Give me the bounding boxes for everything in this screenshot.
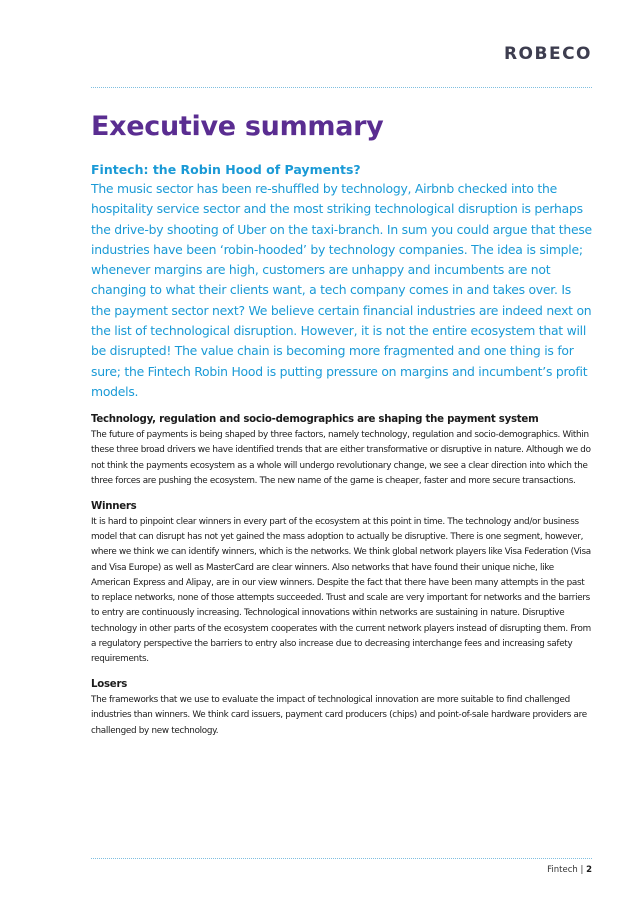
- section-heading: Technology, regulation and socio-demographics are shaping the payment system: [91, 414, 539, 426]
- section-technology: [91, 413, 593, 489]
- section-heading: Winners: [91, 501, 137, 513]
- section-heading: Losers: [91, 679, 128, 691]
- section-winners: [91, 500, 593, 667]
- page-content: [91, 109, 593, 739]
- page-number: 2: [586, 865, 592, 875]
- page-footer: [547, 865, 592, 875]
- robeco-logo: ROBECO: [503, 44, 592, 64]
- section-paragraph: The frameworks that we use to evaluate the impact of technological innovation are more suitable to find challenged industries than winners. We think card issuers, payment card producers (chips) and point-of-sale hardware providers are challenged by new technology.: [91, 695, 587, 736]
- section-paragraph: It is hard to pinpoint clear winners in every part of the ecosystem at this point in time. The technology and/or business model that can disrupt has not yet gained the mass adoption to actually be disruptive. There is one segment, however, where we think we can identify winners, which is the networks. We think global network players like Visa Federation (Visa and Visa Europe) as well as MasterCard are clear winners. Also networks that have found their unique niche, like American Express and Alipay, are in our view winners. Despite the fact that there have been many attempts in the past to replace networks, none of those attempts succeeded. Trust and scale are very important for networks and the barriers to entry are continuously increasing. Technological innovations within networks are sustaining in nature. Disruptive technology in other parts of the ecosystem cooperates with the current network players instead of disrupting them. From a regulatory perspective the barriers to entry also increase due to decreasing interchange fees and increasing safety requirements.: [91, 517, 591, 664]
- intro-heading: Fintech: the Robin Hood of Payments?: [91, 162, 361, 177]
- section-losers: [91, 678, 593, 739]
- header-divider: [91, 87, 592, 88]
- footer-separator: |: [580, 865, 584, 875]
- footer-label: Fintech: [547, 865, 578, 875]
- section-paragraph: The future of payments is being shaped by three factors, namely technology, regulation and socio-demographics. Within these three broad drivers we have identified trends that are either transformative or disruptive in nature. Although we do not think the payments ecosystem as a whole will undergo revolutionary change, we see a clear direction into which the three forces are pushing the ecosystem. The new name of the game is cheaper, faster and more secure transactions.: [91, 430, 591, 486]
- page-title: Executive summary: [91, 111, 384, 142]
- intro-paragraph: The music sector has been re-shuffled by technology, Airbnb checked into the hospitality service sector and the most striking technological disruption is perhaps the drive-by shooting of Uber on the taxi-branch. In sum you could argue that these industries have been ‘robin-hooded’ by technology companies. The idea is simple; whenever margins are high, customers are unhappy and incumbents are not changing to what their clients want, a tech company comes in and takes over. Is the payment sector next? We believe certain financial industries are indeed next on the list of technological disruption. However, it is not the entire ecosystem that will be disrupted! The value chain is becoming more fragmented and one thing is for sure; the Fintech Robin Hood is putting pressure on margins and incumbent’s profit models.: [91, 181, 592, 399]
- footer-divider: [91, 858, 592, 859]
